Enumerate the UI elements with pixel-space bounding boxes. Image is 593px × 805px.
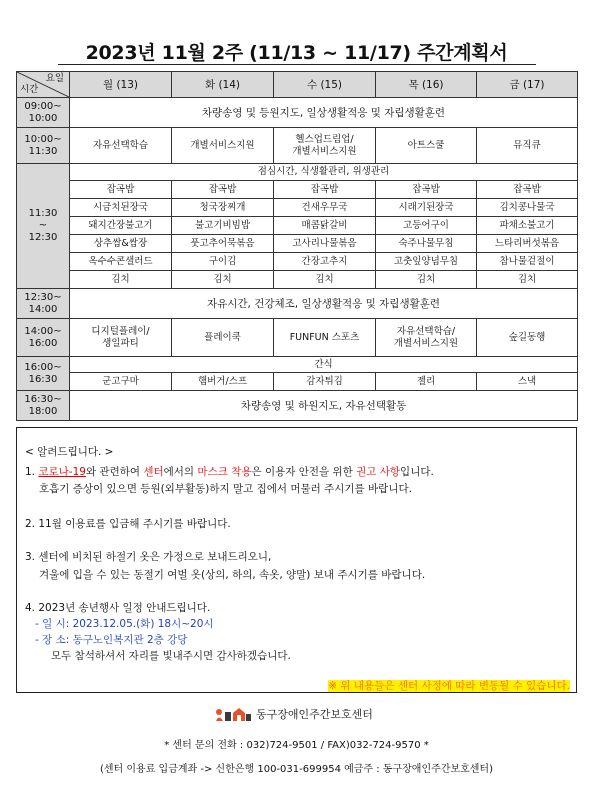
notice-footnote-text: ※ 위 내용들은 센터 사정에 따라 변동될 수 있습니다.: [328, 680, 570, 692]
menu-cell: 간장고추지: [274, 253, 376, 271]
menu-cell: 시래기된장국: [376, 199, 477, 217]
contact-line: * 센터 문의 전화 : 032)724-9501 / FAX)032-724-9570 *: [164, 740, 429, 751]
notice-item-4: 4. 2023년 송년행사 일정 안내드립니다.: [25, 602, 211, 614]
bank-account-line: (센터 이용료 입금계좌 -> 신한은행 100-031-699954 예금주 : 동구장애인주간보호센터): [100, 764, 493, 775]
notice-1-keyword-center: 센터: [143, 466, 164, 478]
activity-cell: 자유선택학습: [70, 128, 172, 164]
time-cell: 16:00~ 16:30: [17, 357, 70, 391]
day-header: 금 (17): [477, 72, 578, 98]
notice-item-3-line2: 겨울에 입을 수 있는 동절기 여벌 옷(상의, 하의, 속옷, 양말) 보내 주시기를 바랍니다.: [39, 569, 426, 581]
table-row: [17, 391, 578, 421]
menu-cell: 고사리나물볶음: [274, 235, 376, 253]
menu-cell: 잡곡밥: [172, 181, 274, 199]
time-cell: 10:00~ 11:30: [17, 128, 70, 164]
menu-row: [17, 253, 578, 271]
day-header: 목 (16): [376, 72, 477, 98]
menu-cell: 잡곡밥: [274, 181, 376, 199]
corner-day-label: 요일: [45, 73, 64, 84]
menu-cell: 돼지간장불고기: [70, 217, 172, 235]
time-cell: 16:30~ 18:00: [17, 391, 70, 421]
menu-cell: 젤리: [376, 373, 477, 391]
notice-item-1: [25, 464, 434, 479]
menu-cell: 잡곡밥: [477, 181, 578, 199]
menu-row: [17, 271, 578, 289]
notice-item-4-line4: 모두 참석하셔서 자리를 빛내주시면 감사하겠습니다.: [51, 650, 291, 662]
menu-cell: 잡곡밥: [376, 181, 477, 199]
notice-1-keyword-mask: 마스크 착용: [197, 466, 252, 478]
notice-1-number: 1.: [25, 466, 39, 478]
menu-row: [17, 181, 578, 199]
table-header-row: [17, 72, 578, 98]
time-cell: 14:00~ 16:00: [17, 319, 70, 357]
title-underline: [58, 64, 536, 65]
menu-cell: 파채소불고기: [477, 217, 578, 235]
org-logo: [214, 706, 373, 722]
menu-row: [17, 235, 578, 253]
time-cell: 09:00~ 10:00: [17, 98, 70, 128]
notice-1-text: 와 관련하여: [85, 466, 144, 478]
menu-cell: 스낵: [477, 373, 578, 391]
menu-cell: 고춧잎양념무침: [376, 253, 477, 271]
activity-cell: 차량송영 및 등원지도, 일상생활적응 및 자립생활훈련: [70, 98, 578, 128]
activity-cell: 자유시간, 건강체조, 일상생활적응 및 자립생활훈련: [70, 289, 578, 319]
activity-cell: 숲길동행: [477, 319, 578, 357]
menu-cell: 군고구마: [70, 373, 172, 391]
notice-1-text: 은 이용자 안전을 위한: [251, 466, 357, 478]
notice-1-keyword-advice: 권고 사항: [356, 466, 401, 478]
menu-cell: 옥수수콘샐러드: [70, 253, 172, 271]
menu-cell: 시금치된장국: [70, 199, 172, 217]
center-logo-icon: [214, 706, 252, 722]
header-corner-cell: [17, 72, 70, 98]
notice-1-text: 입니다.: [400, 466, 434, 478]
table-row: [17, 357, 578, 373]
snack-title-cell: 간식: [70, 357, 578, 373]
notice-1-text: 에서의: [163, 466, 198, 478]
menu-row: [17, 199, 578, 217]
menu-cell: 김치콩나물국: [477, 199, 578, 217]
notice-item-2: 2. 11월 이용료를 입금해 주시기를 바랍니다.: [25, 518, 231, 530]
activity-cell: 차량송영 및 하원지도, 자유선택활동: [70, 391, 578, 421]
activity-cell: 플레이쿡: [172, 319, 274, 357]
day-header: 수 (15): [274, 72, 376, 98]
notice-item-3: 3. 센터에 비치된 하절기 옷은 가정으로 보내드리오니,: [25, 551, 272, 563]
menu-cell: 청국장찌개: [172, 199, 274, 217]
menu-cell: 풋고추어묵볶음: [172, 235, 274, 253]
table-row: [17, 98, 578, 128]
activity-cell: 아트스쿨: [376, 128, 477, 164]
menu-cell: 잡곡밥: [70, 181, 172, 199]
notice-footnote: [328, 678, 570, 693]
menu-cell: 상추쌈&쌈장: [70, 235, 172, 253]
menu-cell: 느타리버섯볶음: [477, 235, 578, 253]
page-title: 2023년 11월 2주 (11/13 ~ 11/17) 주간계획서: [85, 42, 508, 64]
lunch-title-cell: 점심시간, 식생활관리, 위생관리: [70, 164, 578, 181]
table-row: [17, 164, 578, 181]
menu-cell: 햄버거/스프: [172, 373, 274, 391]
menu-cell: 건새우무국: [274, 199, 376, 217]
menu-cell: 감자튀김: [274, 373, 376, 391]
menu-cell: 숙주나물무침: [376, 235, 477, 253]
table-row: [17, 319, 578, 357]
menu-cell: 김치: [172, 271, 274, 289]
notice-event-date: - 일 시: 2023.12.05.(화) 18시~20시: [35, 618, 214, 630]
activity-cell: 뮤직큐: [477, 128, 578, 164]
table-row: [17, 128, 578, 164]
menu-row: [17, 373, 578, 391]
activity-cell: 디지털플레이/ 생일파티: [70, 319, 172, 357]
menu-cell: 김치: [376, 271, 477, 289]
day-header: 화 (14): [172, 72, 274, 98]
day-header: 월 (13): [70, 72, 172, 98]
activity-cell: FUNFUN 스포츠: [274, 319, 376, 357]
notice-box: [16, 427, 577, 693]
activity-cell: 헬스업드림업/ 개별서비스지원: [274, 128, 376, 164]
time-cell: 12:30~ 14:00: [17, 289, 70, 319]
menu-cell: 구이김: [172, 253, 274, 271]
menu-cell: 김치: [274, 271, 376, 289]
menu-cell: 불고기비빔밥: [172, 217, 274, 235]
activity-cell: 자유선택학습/ 개별서비스지원: [376, 319, 477, 357]
corner-time-label: 시간: [20, 84, 39, 95]
menu-cell: 김치: [477, 271, 578, 289]
notice-event-place: - 장 소: 동구노인복지관 2층 강당: [35, 634, 188, 646]
table-row: [17, 289, 578, 319]
weekly-schedule-table: [16, 71, 578, 421]
menu-cell: 고등어구이: [376, 217, 477, 235]
notice-item-1-line2: 호흡기 증상이 있으면 등원(외부활동)하지 말고 집에서 머물러 주시기를 바랍니다.: [39, 483, 412, 495]
org-name: 동구장애인주간보호센터: [256, 708, 373, 721]
menu-cell: 매콤닭갈비: [274, 217, 376, 235]
menu-cell: 김치: [70, 271, 172, 289]
time-cell: 11:30 ~ 12:30: [17, 164, 70, 289]
notice-heading: < 알려드립니다. >: [25, 446, 114, 458]
notice-1-keyword-covid: 코로나-19: [38, 466, 86, 478]
activity-cell: 개별서비스지원: [172, 128, 274, 164]
menu-cell: 참나물겉절이: [477, 253, 578, 271]
menu-row: [17, 217, 578, 235]
